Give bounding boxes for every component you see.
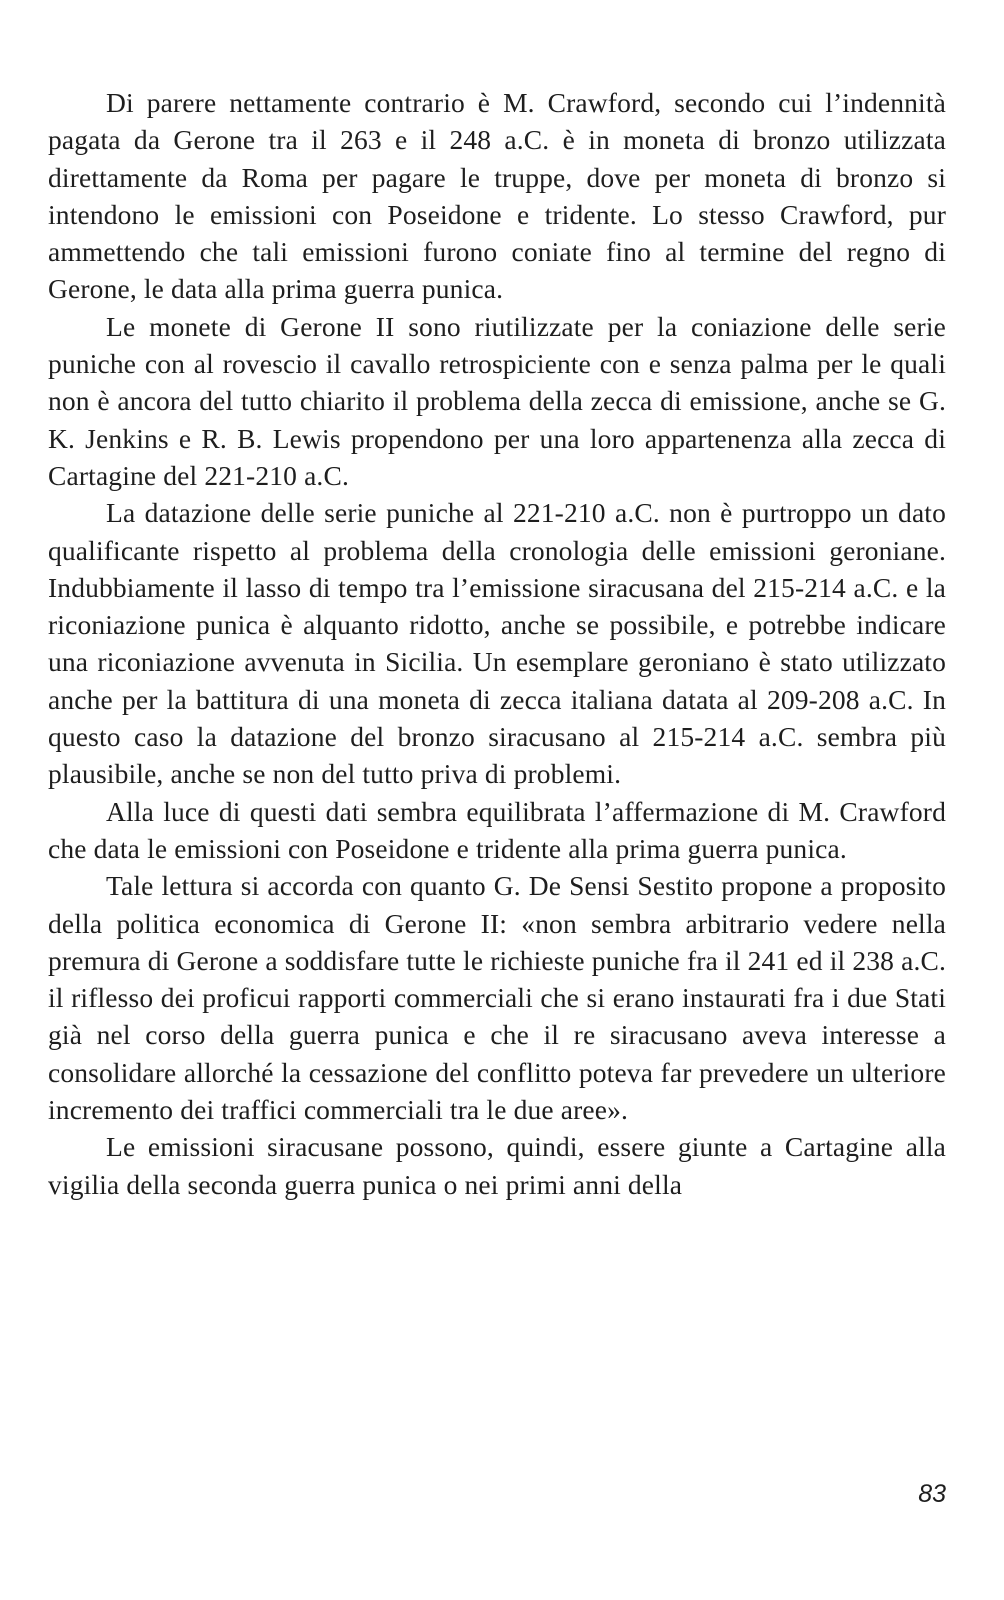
paragraph-2: Le monete di Gerone II sono riutilizzate per la coniazione delle serie puniche con al rovescio il cavallo retrospiciente con e senza palma per le quali non è ancora del tutto chiarito il problema della zecca di emissione, anche se G. K. Jenkins e R. B. Lewis propendono per una loro appartenenza alla zecca di Cartagine del 221-210 a.C.: [48, 310, 946, 491]
paragraph-3: La datazione delle serie puniche al 221-210 a.C. non è purtroppo un dato qualificante rispetto al problema della cronologia delle emissioni geroniane. Indubbiamente il lasso di tempo tra l’emissione siracusana del 215-214 a.C. e la riconiazione punica è alquanto ridotto, anche se possibile, e potrebbe indicare una riconiazione avvenuta in Sicilia. Un esemplare geroniano è stato utilizzato anche per la battitura di una moneta di zecca italiana datata al 209-208 a.C. In questo caso la datazione del bronzo siracusano al 215-214 a.C. sembra più plausibile, anche se non del tutto priva di problemi.: [48, 497, 946, 790]
page-number: 83: [918, 1480, 946, 1508]
paragraph-4: Alla luce di questi dati sembra equilibrata l’affermazione di M. Crawford che data le emissioni con Poseidone e tridente alla prima guerra punica.: [48, 795, 946, 864]
paragraph-1: Di parere nettamente contrario è M. Crawford, secondo cui l’indennità pagata da Gerone tra il 263 e il 248 a.C. è in moneta di bronzo utilizzata direttamente da Roma per pagare le truppe, dove per moneta di bronzo si intendono le emissioni con Poseidone e tridente. Lo stesso Crawford, pur ammettendo che tali emissioni furono coniate fino al termine del regno di Gerone, le data alla prima guerra punica.: [48, 87, 946, 305]
body-text: [48, 84, 946, 1203]
paragraph-5: Tale lettura si accorda con quanto G. De Sensi Sestito propone a proposito della politica economica di Gerone II: «non sembra arbitrario vedere nella premura di Gerone a soddisfare tutte le richieste puniche fra il 241 ed il 238 a.C. il riflesso dei proficui rapporti commerciali che si erano instaurati fra i due Stati già nel corso della guerra punica e che il re siracusano aveva interesse a consolidare allorché la cessazione del conflitto poteva far prevedere un ulteriore incremento dei traffici commerciali tra le due aree».: [48, 870, 946, 1126]
paragraph-6: Le emissioni siracusane possono, quindi, essere giunte a Cartagine alla vigilia della seconda guerra punica o nei primi anni della: [48, 1131, 946, 1200]
